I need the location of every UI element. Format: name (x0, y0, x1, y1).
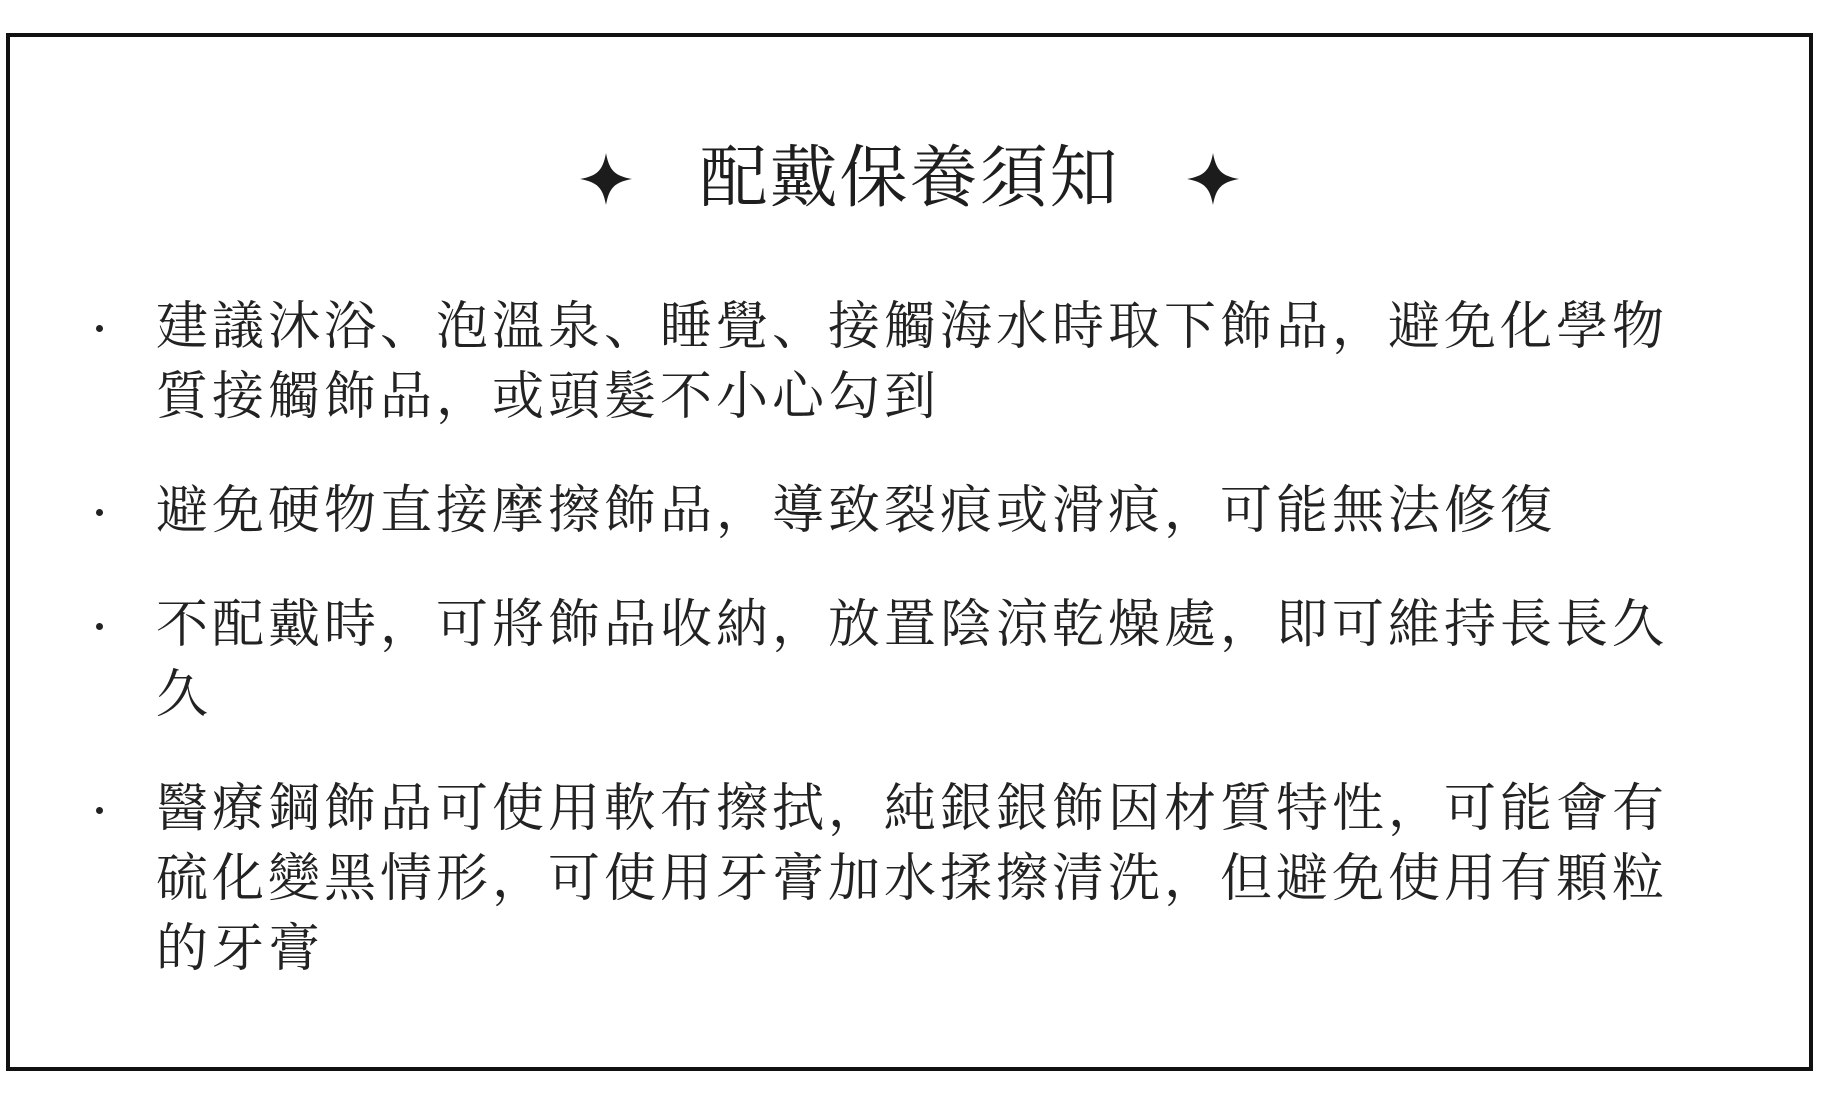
list-item (96, 476, 1716, 546)
four-point-star-icon (579, 152, 633, 206)
page-title: 配戴保養須知 (699, 139, 1120, 218)
bullet-dot-icon (96, 623, 103, 630)
list-item-text: 醫療鋼飾品可使用軟布擦拭，純銀銀飾因材質特性，可能會有硫化變黑情形，可使用牙膏加水揉擦清洗，但避免使用有顆粒的牙膏 (156, 779, 1669, 979)
bullet-dot-icon (96, 807, 103, 814)
title-row (10, 139, 1809, 218)
list-item-text: 建議沐浴、泡溫泉、睡覺、接觸海水時取下飾品，避免化學物質接觸飾品，或頭髮不小心勾到 (156, 297, 1669, 427)
bullet-dot-icon (96, 509, 103, 516)
bullet-dot-icon (96, 325, 103, 332)
list-item-text: 不配戴時，可將飾品收納，放置陰涼乾燥處，即可維持長長久久 (156, 595, 1669, 725)
care-instructions-list (96, 292, 1716, 984)
four-point-star-icon (1186, 152, 1240, 206)
list-item (96, 590, 1716, 730)
list-item-text: 避免硬物直接摩擦飾品，導致裂痕或滑痕，可能無法修復 (156, 481, 1557, 541)
list-item (96, 774, 1716, 984)
list-item (96, 292, 1716, 432)
care-instructions-card (6, 33, 1813, 1071)
